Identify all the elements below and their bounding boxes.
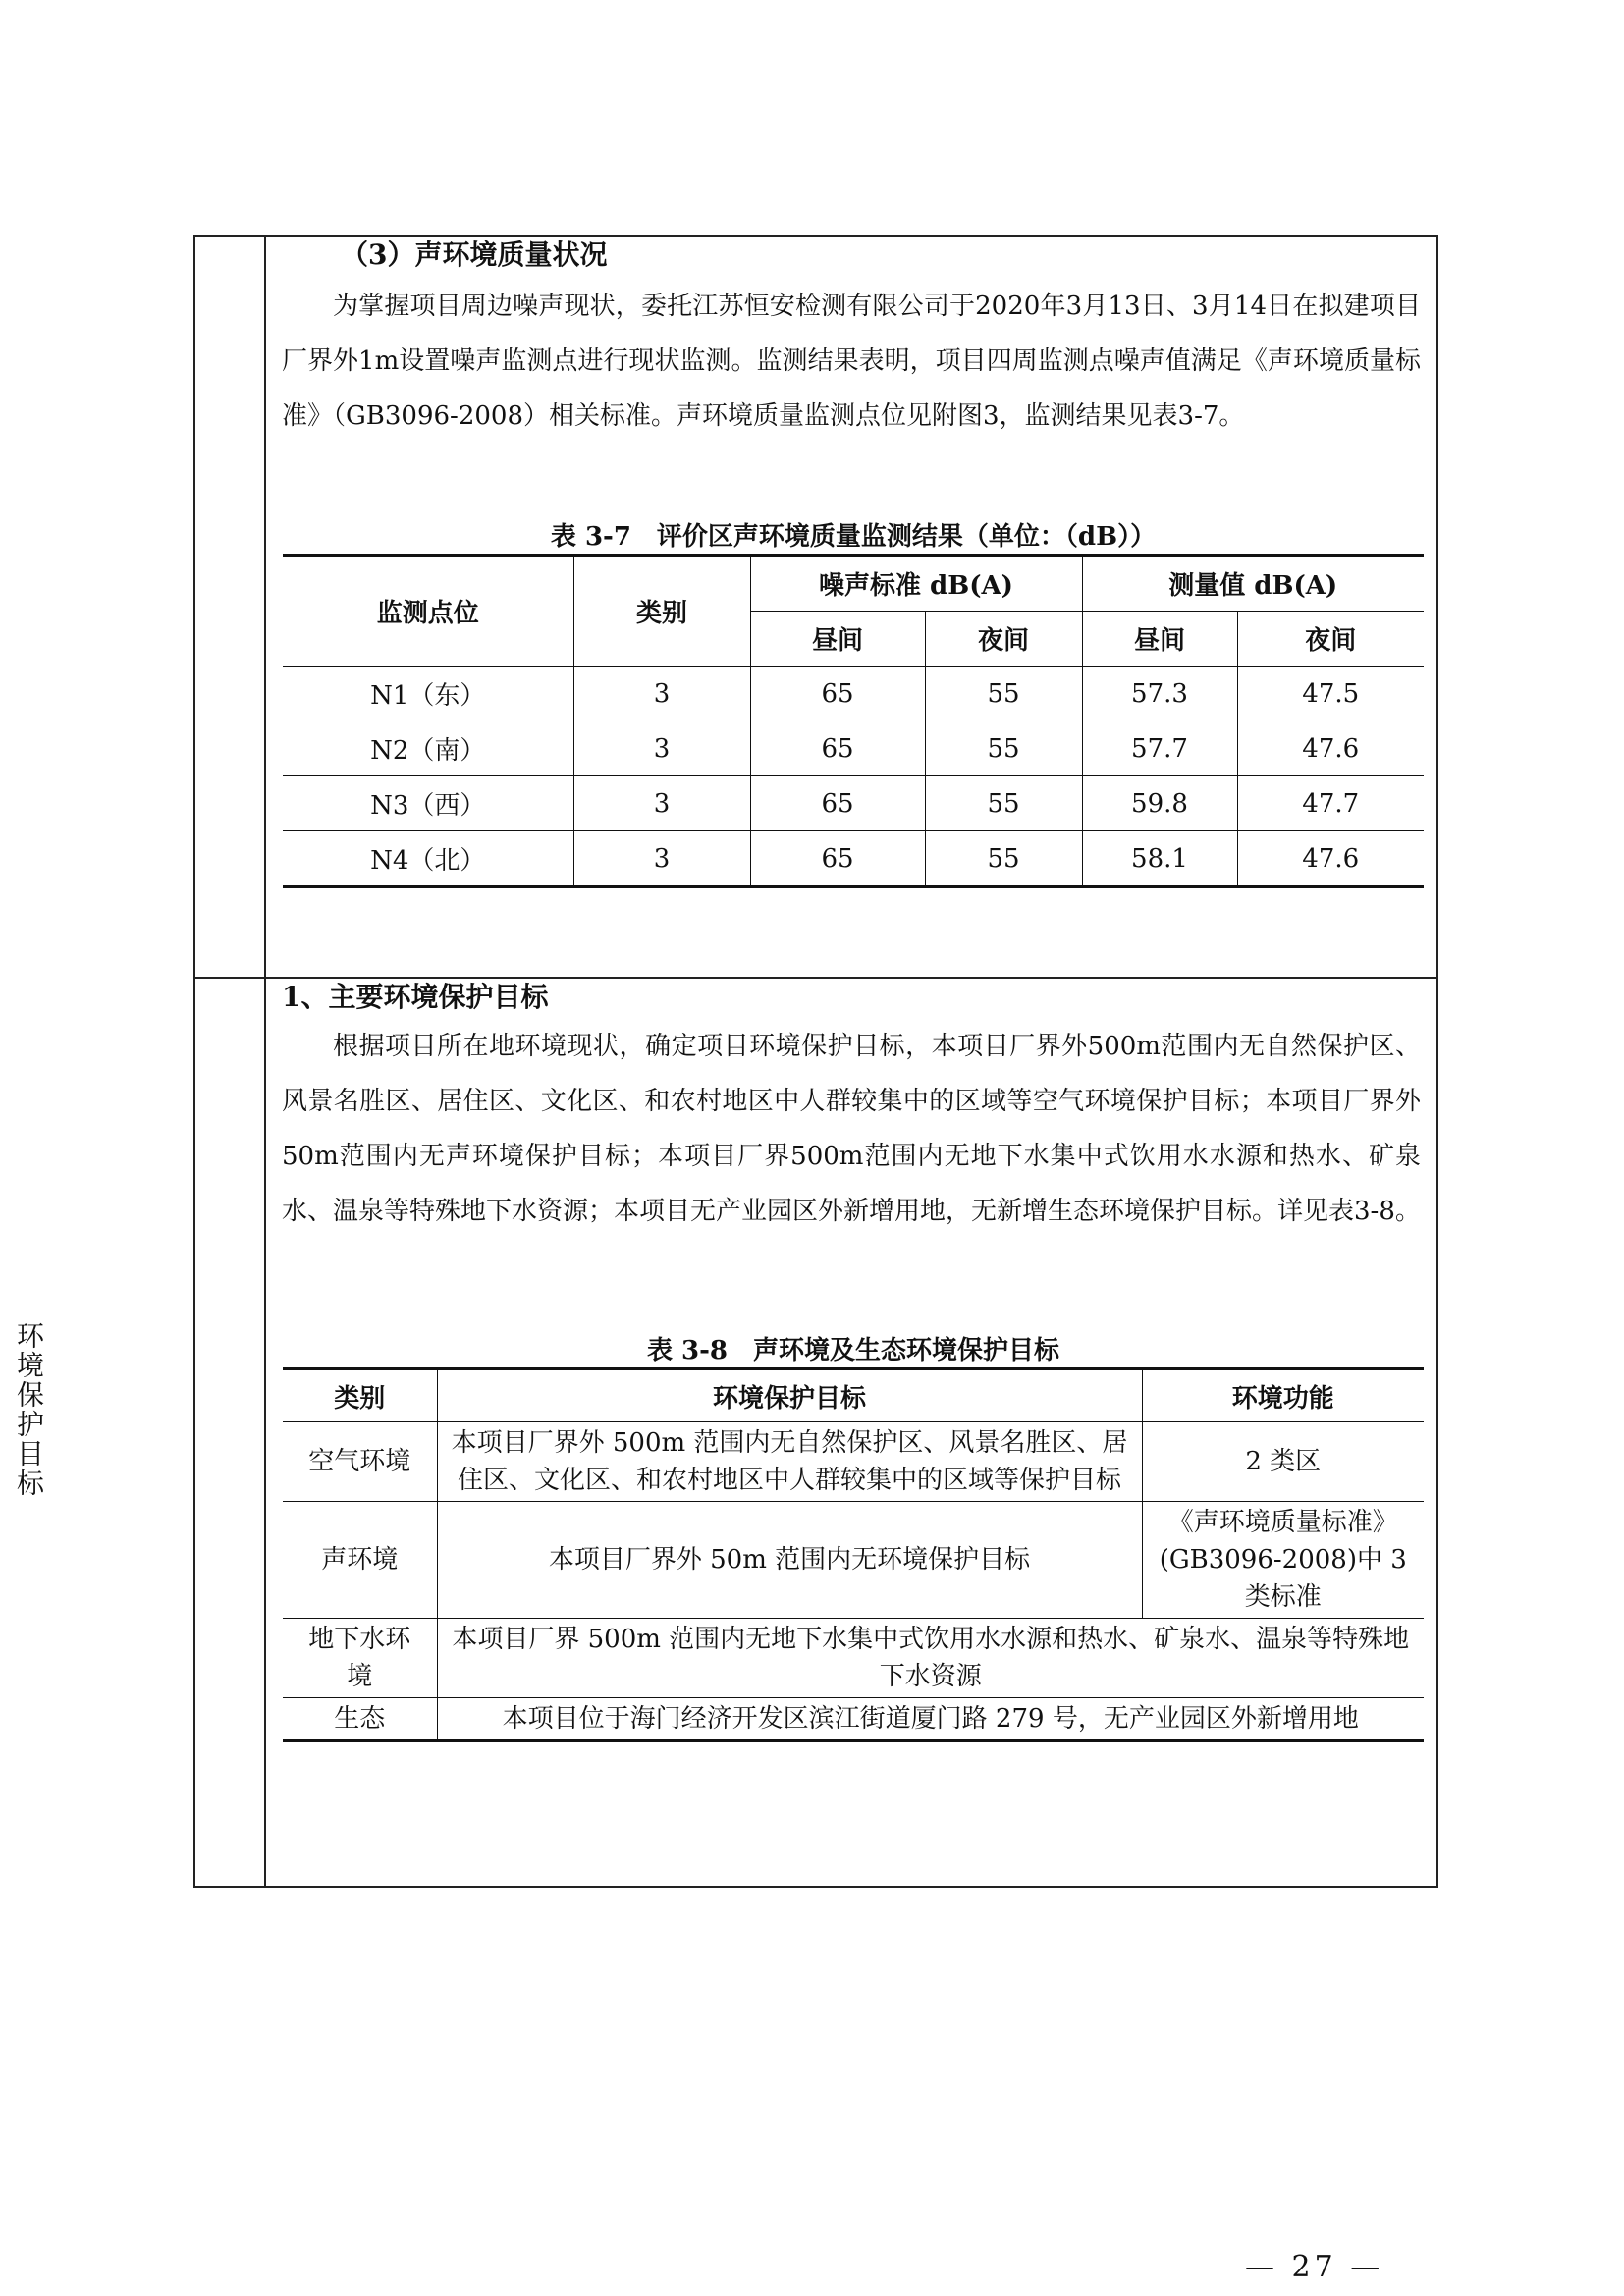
table-row [283,831,1424,887]
cell-target: 本项目厂界外 50m 范围内无环境保护目标 [437,1502,1142,1619]
cell-function: 2 类区 [1142,1422,1424,1502]
cell-std-day: 65 [750,776,925,831]
cell-type: 空气环境 [283,1422,437,1502]
header-m-night: 夜间 [1237,612,1424,667]
page-number: — 27 — [1245,2250,1384,2284]
noise-monitoring-table [283,554,1424,888]
table-row [283,1619,1424,1698]
cell-std-night: 55 [925,721,1082,776]
header-std-day: 昼间 [750,612,925,667]
cell-m-day: 59.8 [1082,776,1237,831]
cell-std-day: 65 [750,721,925,776]
cell-target: 本项目厂界外 500m 范围内无自然保护区、风景名胜区、居住区、文化区、和农村地区中人群较集中的区域等保护目标 [437,1422,1142,1502]
table-row [283,1698,1424,1741]
header-function: 环境功能 [1142,1369,1424,1422]
cell-type: 地下水环境 [283,1619,437,1698]
cell-type: 生态 [283,1698,437,1741]
header-point: 监测点位 [283,556,573,667]
table-row [283,1422,1424,1502]
cell-m-night: 47.5 [1237,667,1424,721]
cell-std-night: 55 [925,667,1082,721]
header-std-night: 夜间 [925,612,1082,667]
cell-target: 本项目位于海门经济开发区滨江街道厦门路 279 号，无产业园区外新增用地 [437,1698,1424,1741]
header-measured: 测量值 dB(A) [1082,556,1424,612]
cell-m-night: 47.6 [1237,721,1424,776]
cell-category: 3 [573,831,750,887]
cell-category: 3 [573,776,750,831]
cell-m-day: 57.3 [1082,667,1237,721]
header-category: 类别 [573,556,750,667]
cell-std-day: 65 [750,831,925,887]
cell-m-night: 47.6 [1237,831,1424,887]
cell-function: 《声环境质量标准》(GB3096-2008)中 3 类标准 [1142,1502,1424,1619]
cell-m-day: 57.7 [1082,721,1237,776]
section-paragraph-noise: 为掌握项目周边噪声现状，委托江苏恒安检测有限公司于2020年3月13日、3月14日在拟建项目厂界外1m设置噪声监测点进行现状监测。监测结果表明，项目四周监测点噪声值满足《声环境质量标准》（GB3096-2008）相关标准。声环境质量监测点位见附图3，监测结果见表3-7。 [282,292,1421,431]
cell-std-night: 55 [925,776,1082,831]
cell-point: N4（北） [283,831,573,887]
cell-point: N3（西） [283,776,573,831]
cell-std-day: 65 [750,667,925,721]
cell-category: 3 [573,721,750,776]
header-target: 环境保护目标 [437,1369,1142,1422]
table-row [283,1502,1424,1619]
cell-type: 声环境 [283,1502,437,1619]
table-row [283,721,1424,776]
cell-point: N1（东） [283,667,573,721]
cell-point: N2（南） [283,721,573,776]
table-row [283,667,1424,721]
column-divider [264,237,266,1886]
header-m-day: 昼间 [1082,612,1237,667]
cell-std-night: 55 [925,831,1082,887]
table-row [283,776,1424,831]
cell-m-night: 47.7 [1237,776,1424,831]
cell-m-day: 58.1 [1082,831,1237,887]
header-standard: 噪声标准 dB(A) [750,556,1082,612]
protection-target-table [283,1367,1424,1742]
cell-target: 本项目厂界 500m 范围内无地下水集中式饮用水水源和热水、矿泉水、温泉等特殊地下水资源 [437,1619,1424,1698]
section-heading-protection: 1、主要环境保护目标 [282,981,549,1013]
side-label-protection-target: 环境保护目标 [13,1321,45,1498]
table-3-8-caption: 表 3-8 声环境及生态环境保护目标 [646,1336,1060,1365]
header-type: 类别 [283,1369,437,1422]
section-heading-noise: （3）声环境质量状况 [341,239,608,271]
table-3-7-caption: 表 3-7 评价区声环境质量监测结果（单位：（dB）） [550,522,1157,552]
section-paragraph-protection: 根据项目所在地环境现状，确定项目环境保护目标，本项目厂界外500m范围内无自然保护区、风景名胜区、居住区、文化区、和农村地区中人群较集中的区域等空气环境保护目标；本项目厂界外50m范围内无声环境保护目标；本项目厂界500m范围内无地下水集中式饮用水水源和热水、矿泉水、温泉等特殊地下水资源；本项目无产业园区外新增用地，无新增生态环境保护目标。详见表3-8。 [282,1032,1421,1226]
cell-category: 3 [573,667,750,721]
